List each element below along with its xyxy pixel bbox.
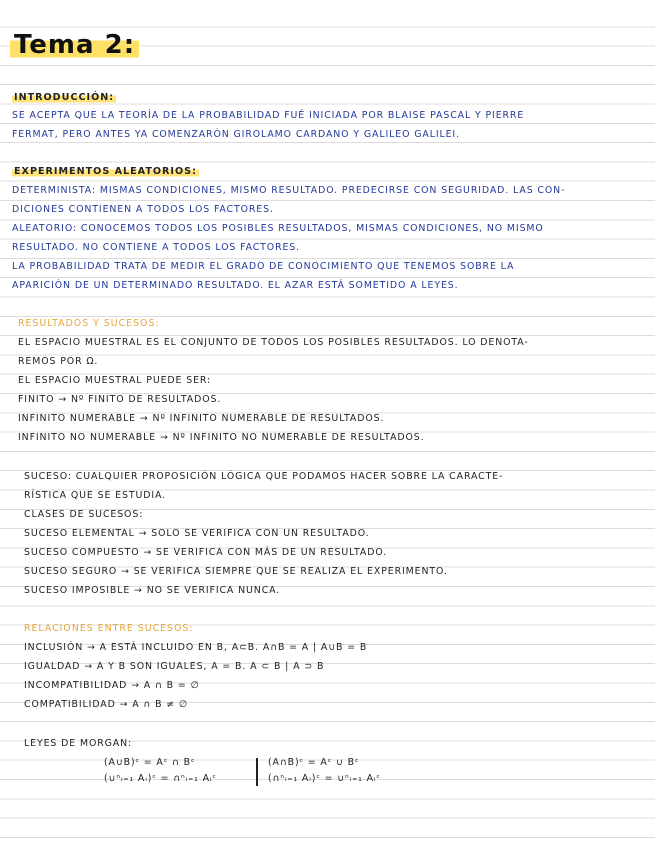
- results-line: REMOS POR Ω.: [18, 356, 99, 367]
- relations-line: IGUALDAD → A Y B SON IGUALES, A = B. A ⊂ B | A ⊃ B: [24, 661, 325, 672]
- events-line: SUCESO ELEMENTAL → SOLO SE VERIFICA CON UN RESULTADO.: [24, 528, 370, 539]
- experiments-line: ALEATORIO: CONOCEMOS TODOS LOS POSIBLES RESULTADOS, MISMAS CONDICIONES, NO MISMO: [12, 223, 544, 234]
- morgan-formula: (∪ⁿᵢ₌₁ Aᵢ)ᶜ = ∩ⁿᵢ₌₁ Aᵢᶜ: [104, 773, 217, 784]
- results-line: FINITO → Nº FINITO DE RESULTADOS.: [18, 394, 222, 405]
- intro-line: FERMAT, PERO ANTES YA COMENZARÓN GIROLAMO CARDANO Y GALILEO GALILEI.: [12, 129, 460, 140]
- events-line: SUCESO SEGURO → SE VERIFICA SIEMPRE QUE SE REALIZA EL EXPERIMENTO.: [24, 566, 448, 577]
- section-heading-intro: INTRODUCCIÓN:: [14, 92, 115, 103]
- experiments-line: APARICIÓN DE UN DETERMINADO RESULTADO. EL AZAR ESTÁ SOMETIDO A LEYES.: [12, 280, 459, 291]
- events-line: CLASES DE SUCESOS:: [24, 509, 144, 520]
- section-heading-relations: RELACIONES ENTRE SUCESOS:: [24, 623, 194, 634]
- results-line: EL ESPACIO MUESTRAL PUEDE SER:: [18, 375, 212, 386]
- formula-divider: [256, 758, 258, 786]
- experiments-line: RESULTADO. NO CONTIENE A TODOS LOS FACTORES.: [12, 242, 301, 253]
- section-heading-results: RESULTADOS Y SUCESOS:: [18, 318, 160, 329]
- morgan-formula: (∩ⁿᵢ₌₁ Aᵢ)ᶜ = ∪ⁿᵢ₌₁ Aᵢᶜ: [268, 773, 381, 784]
- results-line: INFINITO NO NUMERABLE → Nº INFINITO NO NUMERABLE DE RESULTADOS.: [18, 432, 425, 443]
- relations-line: INCLUSIÓN → A ESTÁ INCLUIDO EN B, A⊂B. A∩B = A | A∪B = B: [24, 642, 368, 653]
- morgan-heading: LEYES DE MORGAN:: [24, 738, 133, 749]
- events-line: SUCESO IMPOSIBLE → NO SE VERIFICA NUNCA.: [24, 585, 281, 596]
- experiments-line: DETERMINISTA: MISMAS CONDICIONES, MISMO RESULTADO. PREDECIRSE CON SEGURIDAD. LAS CON-: [12, 185, 566, 196]
- relations-line: COMPATIBILIDAD → A ∩ B ≠ ∅: [24, 699, 188, 710]
- experiments-line: LA PROBABILIDAD TRATA DE MEDIR EL GRADO DE CONOCIMIENTO QUE TENEMOS SOBRE LA: [12, 261, 515, 272]
- morgan-formula: (A∩B)ᶜ = Aᶜ ∪ Bᶜ: [268, 757, 360, 768]
- events-line: SUCESO COMPUESTO → SE VERIFICA CON MÁS DE UN RESULTADO.: [24, 547, 388, 558]
- events-line: SUCESO: CUALQUIER PROPOSICIÓN LÓGICA QUE PODAMOS HACER SOBRE LA CARACTE-: [24, 471, 504, 482]
- page-title: Tema 2:: [10, 30, 139, 60]
- events-line: RÍSTICA QUE SE ESTUDIA.: [24, 490, 167, 501]
- experiments-line: DICIONES CONTIENEN A TODOS LOS FACTORES.: [12, 204, 274, 215]
- results-line: EL ESPACIO MUESTRAL ES EL CONJUNTO DE TODOS LOS POSIBLES RESULTADOS. LO DENOTA-: [18, 337, 529, 348]
- morgan-formula: (A∪B)ᶜ = Aᶜ ∩ Bᶜ: [104, 757, 196, 768]
- section-heading-experiments: EXPERIMENTOS ALEATORIOS:: [14, 166, 197, 177]
- relations-line: INCOMPATIBILIDAD → A ∩ B = ∅: [24, 680, 200, 691]
- results-line: INFINITO NUMERABLE → Nº INFINITO NUMERABLE DE RESULTADOS.: [18, 413, 385, 424]
- intro-line: SE ACEPTA QUE LA TEORÍA DE LA PROBABILIDAD FUÉ INICIADA POR BLAISE PASCAL Y PIERRE: [12, 110, 525, 121]
